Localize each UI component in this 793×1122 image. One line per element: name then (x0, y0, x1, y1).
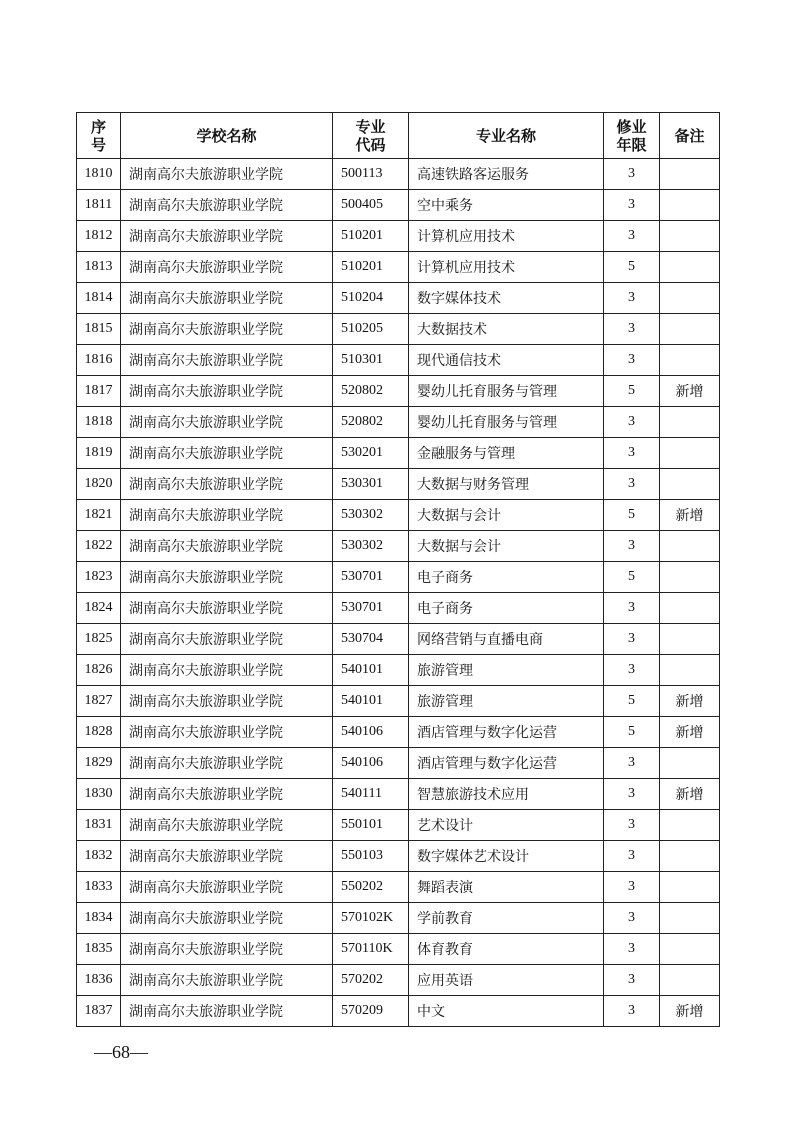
code-cell: 500113 (333, 159, 409, 190)
table-row (77, 779, 720, 810)
major-cell: 计算机应用技术 (409, 252, 604, 283)
note-cell: 新增 (660, 686, 720, 717)
major-cell: 电子商务 (409, 593, 604, 624)
years-cell: 3 (604, 345, 660, 376)
years-cell: 5 (604, 717, 660, 748)
school-cell: 湖南高尔夫旅游职业学院 (121, 748, 333, 779)
note-cell (660, 438, 720, 469)
seq-cell: 1814 (77, 283, 121, 314)
code-cell: 510204 (333, 283, 409, 314)
years-cell: 5 (604, 686, 660, 717)
note-cell: 新增 (660, 717, 720, 748)
table-row (77, 159, 720, 190)
years-cell: 3 (604, 531, 660, 562)
school-cell: 湖南高尔夫旅游职业学院 (121, 407, 333, 438)
table-row (77, 407, 720, 438)
header-code-text: 专业 代码 (355, 117, 386, 154)
years-cell: 3 (604, 934, 660, 965)
years-cell: 3 (604, 624, 660, 655)
seq-cell: 1827 (77, 686, 121, 717)
code-cell: 530201 (333, 438, 409, 469)
seq-cell: 1813 (77, 252, 121, 283)
school-cell: 湖南高尔夫旅游职业学院 (121, 717, 333, 748)
table-row (77, 872, 720, 903)
school-cell: 湖南高尔夫旅游职业学院 (121, 190, 333, 221)
table-row (77, 934, 720, 965)
seq-cell: 1831 (77, 810, 121, 841)
major-cell: 高速铁路客运服务 (409, 159, 604, 190)
code-cell: 550101 (333, 810, 409, 841)
table-row (77, 593, 720, 624)
code-cell: 530302 (333, 531, 409, 562)
table-row (77, 500, 720, 531)
code-cell: 510201 (333, 252, 409, 283)
years-cell: 3 (604, 159, 660, 190)
table-row (77, 655, 720, 686)
note-cell (660, 965, 720, 996)
code-cell: 570202 (333, 965, 409, 996)
header-school: 学校名称 (121, 113, 333, 159)
school-cell: 湖南高尔夫旅游职业学院 (121, 376, 333, 407)
seq-cell: 1818 (77, 407, 121, 438)
years-cell: 3 (604, 593, 660, 624)
code-cell: 570102K (333, 903, 409, 934)
note-cell (660, 593, 720, 624)
note-cell: 新增 (660, 779, 720, 810)
years-cell: 3 (604, 965, 660, 996)
seq-cell: 1835 (77, 934, 121, 965)
note-cell: 新增 (660, 376, 720, 407)
code-cell: 500405 (333, 190, 409, 221)
code-cell: 510201 (333, 221, 409, 252)
major-cell: 计算机应用技术 (409, 221, 604, 252)
code-cell: 520802 (333, 407, 409, 438)
code-cell: 540111 (333, 779, 409, 810)
major-cell: 婴幼儿托育服务与管理 (409, 407, 604, 438)
table-body (77, 159, 720, 1027)
note-cell (660, 562, 720, 593)
years-cell: 3 (604, 996, 660, 1027)
school-cell: 湖南高尔夫旅游职业学院 (121, 593, 333, 624)
note-cell (660, 159, 720, 190)
note-cell (660, 903, 720, 934)
school-cell: 湖南高尔夫旅游职业学院 (121, 438, 333, 469)
code-cell: 540106 (333, 717, 409, 748)
table-row (77, 314, 720, 345)
table-row (77, 748, 720, 779)
table-row (77, 841, 720, 872)
school-cell: 湖南高尔夫旅游职业学院 (121, 841, 333, 872)
school-cell: 湖南高尔夫旅游职业学院 (121, 686, 333, 717)
note-cell (660, 841, 720, 872)
table-row (77, 469, 720, 500)
table-row (77, 531, 720, 562)
seq-cell: 1811 (77, 190, 121, 221)
school-cell: 湖南高尔夫旅游职业学院 (121, 531, 333, 562)
seq-cell: 1812 (77, 221, 121, 252)
school-cell: 湖南高尔夫旅游职业学院 (121, 500, 333, 531)
years-cell: 3 (604, 779, 660, 810)
header-major: 专业名称 (409, 113, 604, 159)
note-cell: 新增 (660, 500, 720, 531)
table-row (77, 810, 720, 841)
note-cell (660, 872, 720, 903)
seq-cell: 1832 (77, 841, 121, 872)
code-cell: 570209 (333, 996, 409, 1027)
seq-cell: 1837 (77, 996, 121, 1027)
major-cell: 大数据与财务管理 (409, 469, 604, 500)
majors-table (76, 112, 720, 1027)
page-number: —68— (94, 1042, 148, 1062)
header-row (77, 113, 720, 159)
table-row (77, 965, 720, 996)
school-cell: 湖南高尔夫旅游职业学院 (121, 872, 333, 903)
school-cell: 湖南高尔夫旅游职业学院 (121, 345, 333, 376)
years-cell: 5 (604, 562, 660, 593)
major-cell: 艺术设计 (409, 810, 604, 841)
seq-cell: 1826 (77, 655, 121, 686)
note-cell (660, 810, 720, 841)
note-cell (660, 624, 720, 655)
seq-cell: 1819 (77, 438, 121, 469)
school-cell: 湖南高尔夫旅游职业学院 (121, 469, 333, 500)
seq-cell: 1817 (77, 376, 121, 407)
school-cell: 湖南高尔夫旅游职业学院 (121, 996, 333, 1027)
years-cell: 3 (604, 903, 660, 934)
note-cell (660, 314, 720, 345)
seq-cell: 1833 (77, 872, 121, 903)
code-cell: 530701 (333, 562, 409, 593)
code-cell: 540106 (333, 748, 409, 779)
major-cell: 中文 (409, 996, 604, 1027)
school-cell: 湖南高尔夫旅游职业学院 (121, 903, 333, 934)
years-cell: 3 (604, 190, 660, 221)
table-row (77, 438, 720, 469)
table-row (77, 252, 720, 283)
school-cell: 湖南高尔夫旅游职业学院 (121, 810, 333, 841)
seq-cell: 1825 (77, 624, 121, 655)
major-cell: 大数据与会计 (409, 500, 604, 531)
years-cell: 3 (604, 221, 660, 252)
note-cell (660, 283, 720, 314)
note-cell (660, 345, 720, 376)
table-header (77, 113, 720, 159)
major-cell: 旅游管理 (409, 686, 604, 717)
school-cell: 湖南高尔夫旅游职业学院 (121, 314, 333, 345)
major-cell: 金融服务与管理 (409, 438, 604, 469)
table-row (77, 717, 720, 748)
years-cell: 3 (604, 748, 660, 779)
major-cell: 旅游管理 (409, 655, 604, 686)
header-seq (77, 113, 121, 159)
major-cell: 现代通信技术 (409, 345, 604, 376)
header-note: 备注 (660, 113, 720, 159)
years-cell: 3 (604, 438, 660, 469)
seq-cell: 1830 (77, 779, 121, 810)
seq-cell: 1834 (77, 903, 121, 934)
school-cell: 湖南高尔夫旅游职业学院 (121, 252, 333, 283)
seq-cell: 1815 (77, 314, 121, 345)
seq-cell: 1816 (77, 345, 121, 376)
major-cell: 酒店管理与数字化运营 (409, 748, 604, 779)
table-row (77, 996, 720, 1027)
table-row (77, 624, 720, 655)
code-cell: 530301 (333, 469, 409, 500)
note-cell (660, 407, 720, 438)
note-cell (660, 252, 720, 283)
table-row (77, 283, 720, 314)
years-cell: 3 (604, 841, 660, 872)
code-cell: 530704 (333, 624, 409, 655)
code-cell: 520802 (333, 376, 409, 407)
school-cell: 湖南高尔夫旅游职业学院 (121, 562, 333, 593)
note-cell (660, 748, 720, 779)
code-cell: 510301 (333, 345, 409, 376)
seq-cell: 1836 (77, 965, 121, 996)
table-row (77, 190, 720, 221)
code-cell: 570110K (333, 934, 409, 965)
note-cell (660, 531, 720, 562)
years-cell: 5 (604, 376, 660, 407)
major-cell: 网络营销与直播电商 (409, 624, 604, 655)
school-cell: 湖南高尔夫旅游职业学院 (121, 655, 333, 686)
code-cell: 540101 (333, 686, 409, 717)
code-cell: 530701 (333, 593, 409, 624)
major-cell: 学前教育 (409, 903, 604, 934)
note-cell (660, 221, 720, 252)
seq-cell: 1824 (77, 593, 121, 624)
years-cell: 3 (604, 283, 660, 314)
header-seq-text: 序 号 (90, 117, 106, 154)
years-cell: 3 (604, 469, 660, 500)
school-cell: 湖南高尔夫旅游职业学院 (121, 221, 333, 252)
years-cell: 3 (604, 810, 660, 841)
school-cell: 湖南高尔夫旅游职业学院 (121, 965, 333, 996)
major-cell: 婴幼儿托育服务与管理 (409, 376, 604, 407)
years-cell: 5 (604, 500, 660, 531)
years-cell: 3 (604, 872, 660, 903)
seq-cell: 1823 (77, 562, 121, 593)
school-cell: 湖南高尔夫旅游职业学院 (121, 283, 333, 314)
table-row (77, 221, 720, 252)
note-cell (660, 190, 720, 221)
years-cell: 3 (604, 314, 660, 345)
major-cell: 数字媒体艺术设计 (409, 841, 604, 872)
header-code (333, 113, 409, 159)
major-cell: 酒店管理与数字化运营 (409, 717, 604, 748)
table-row (77, 376, 720, 407)
major-cell: 空中乘务 (409, 190, 604, 221)
major-cell: 大数据与会计 (409, 531, 604, 562)
header-years (604, 113, 660, 159)
note-cell: 新增 (660, 996, 720, 1027)
seq-cell: 1828 (77, 717, 121, 748)
table-row (77, 562, 720, 593)
major-cell: 应用英语 (409, 965, 604, 996)
seq-cell: 1820 (77, 469, 121, 500)
major-cell: 大数据技术 (409, 314, 604, 345)
seq-cell: 1822 (77, 531, 121, 562)
years-cell: 3 (604, 655, 660, 686)
school-cell: 湖南高尔夫旅游职业学院 (121, 934, 333, 965)
table-row (77, 686, 720, 717)
school-cell: 湖南高尔夫旅游职业学院 (121, 779, 333, 810)
note-cell (660, 655, 720, 686)
header-years-text: 修业 年限 (616, 117, 647, 154)
school-cell: 湖南高尔夫旅游职业学院 (121, 624, 333, 655)
code-cell: 510205 (333, 314, 409, 345)
school-cell: 湖南高尔夫旅游职业学院 (121, 159, 333, 190)
code-cell: 550103 (333, 841, 409, 872)
major-cell: 智慧旅游技术应用 (409, 779, 604, 810)
years-cell: 5 (604, 252, 660, 283)
table-row (77, 345, 720, 376)
note-cell (660, 469, 720, 500)
code-cell: 540101 (333, 655, 409, 686)
major-cell: 电子商务 (409, 562, 604, 593)
seq-cell: 1810 (77, 159, 121, 190)
major-cell: 体育教育 (409, 934, 604, 965)
seq-cell: 1821 (77, 500, 121, 531)
seq-cell: 1829 (77, 748, 121, 779)
years-cell: 3 (604, 407, 660, 438)
code-cell: 550202 (333, 872, 409, 903)
note-cell (660, 934, 720, 965)
table-row (77, 903, 720, 934)
major-cell: 舞蹈表演 (409, 872, 604, 903)
major-cell: 数字媒体技术 (409, 283, 604, 314)
code-cell: 530302 (333, 500, 409, 531)
